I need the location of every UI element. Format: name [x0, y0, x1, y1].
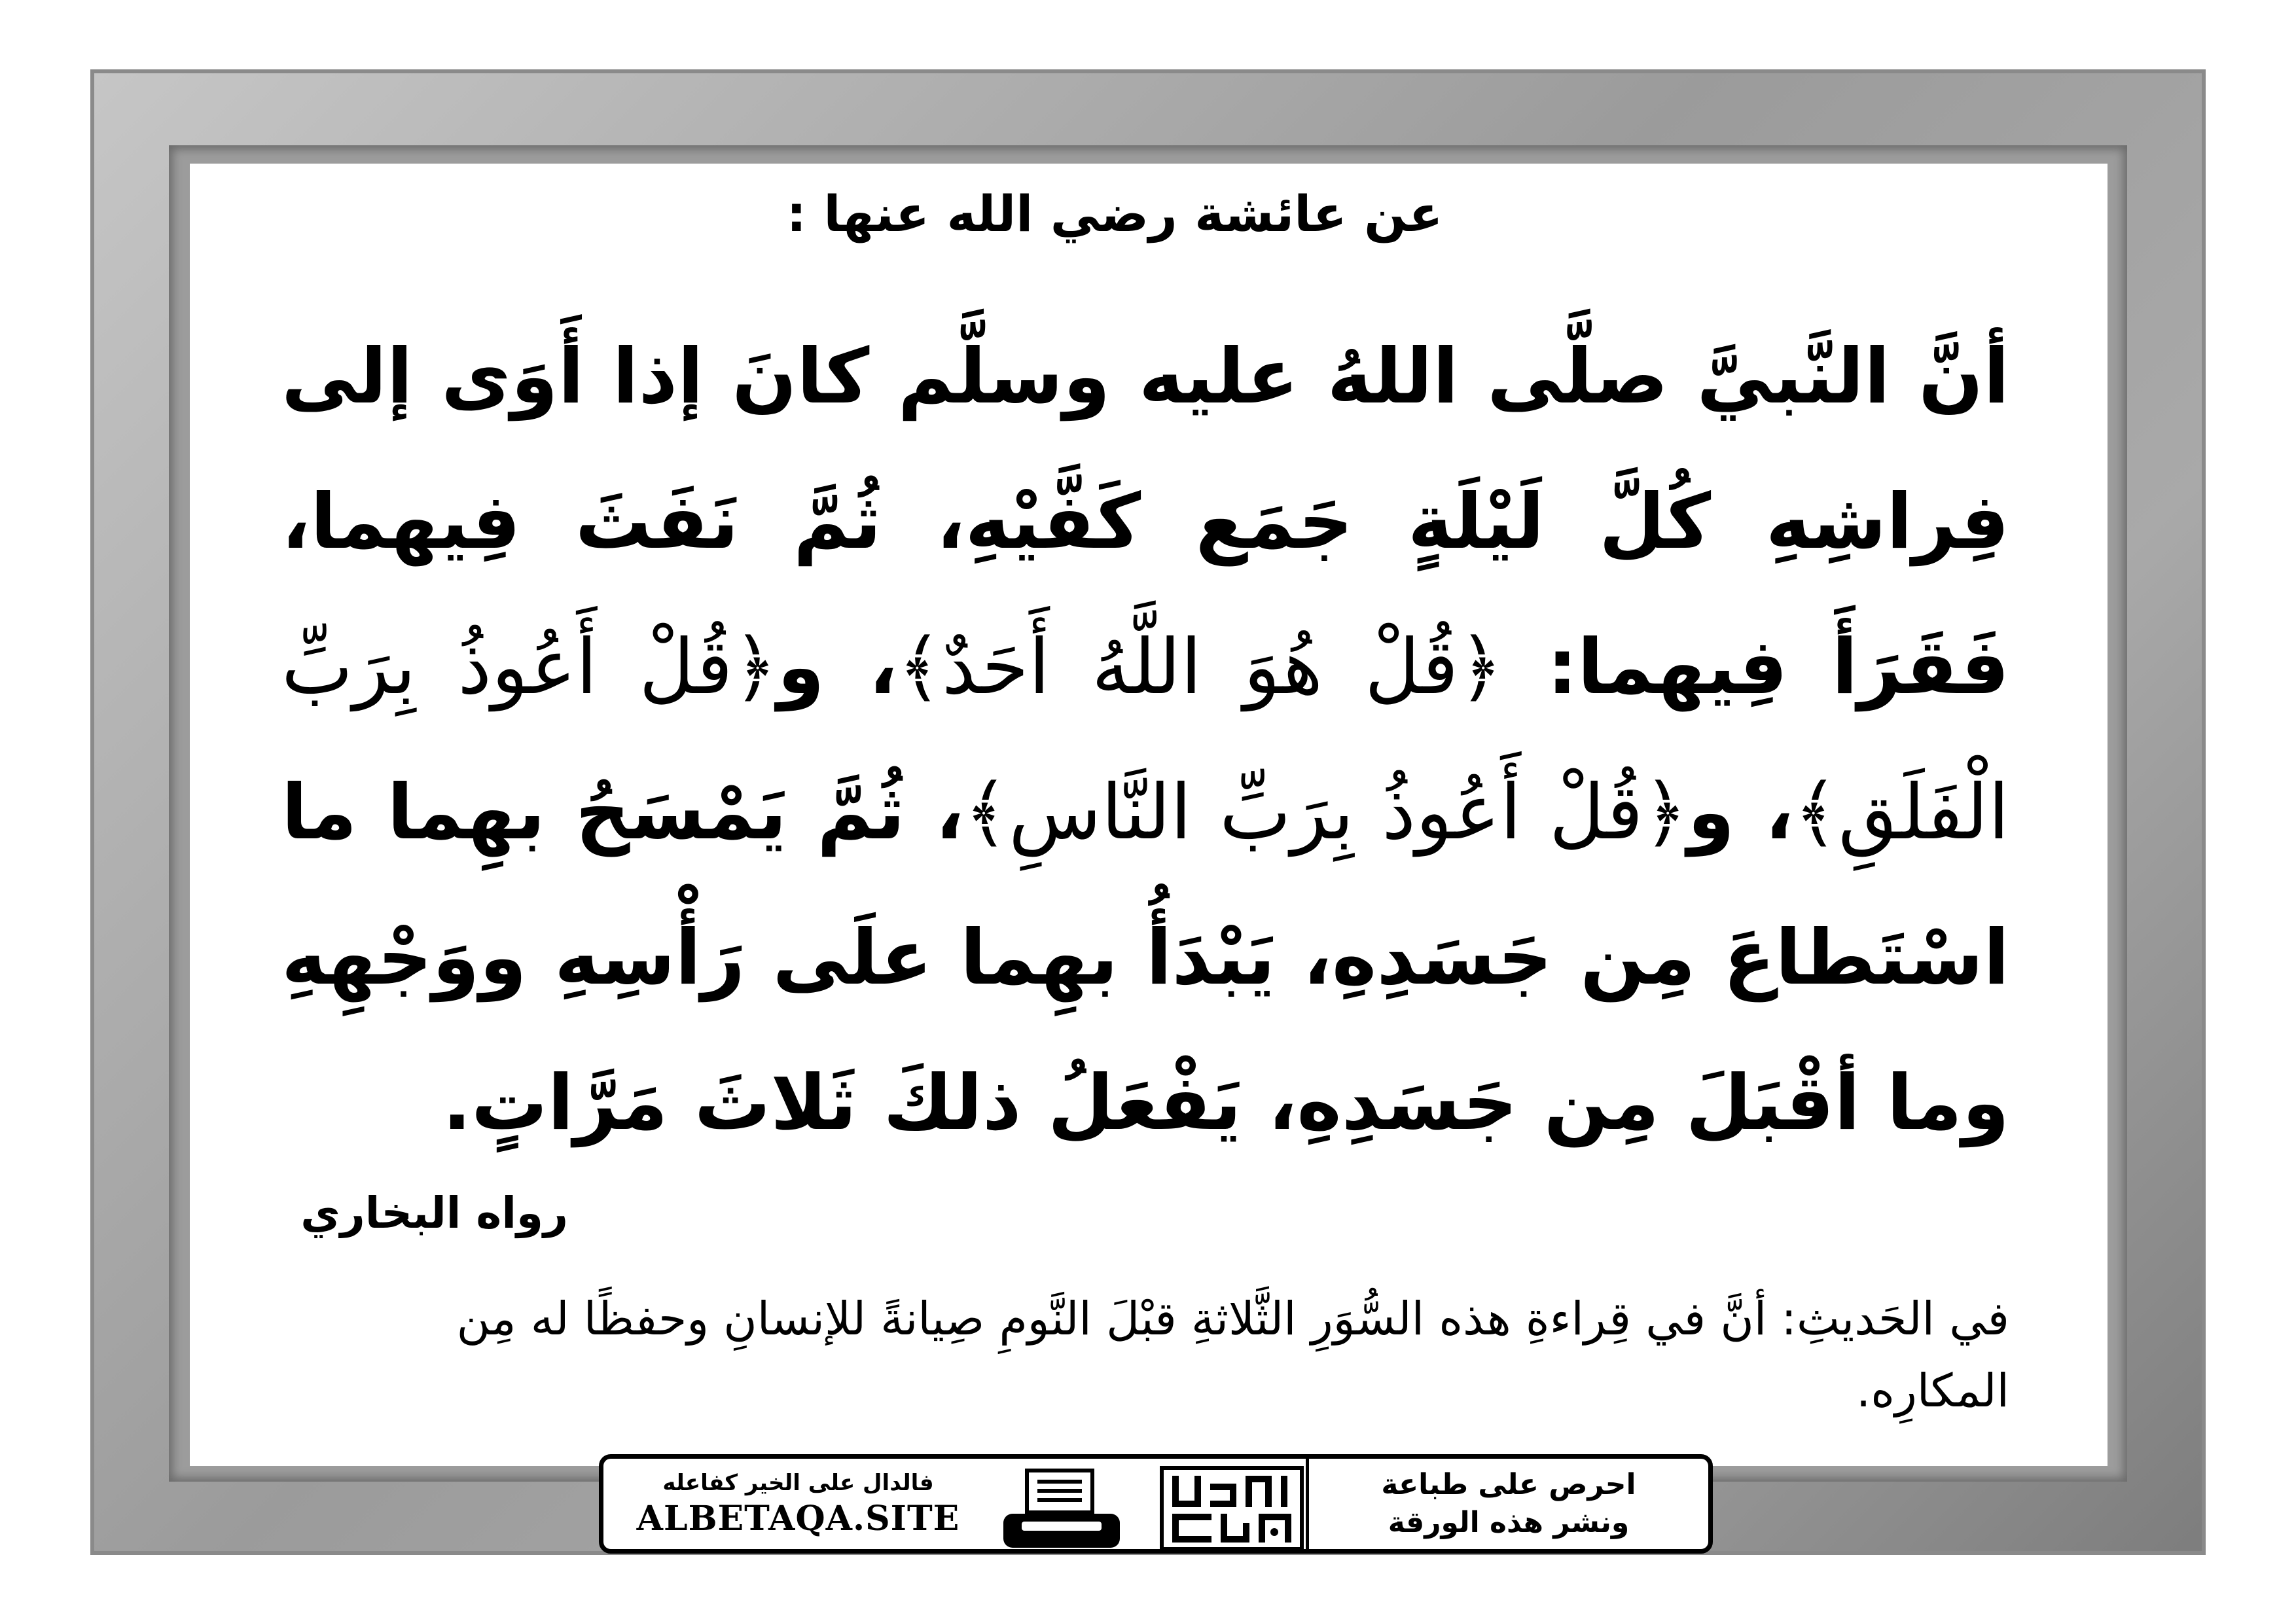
hadith-segment: أنَّ النَّبيَّ صلَّى اللهُ عليه وسلَّم كانَ إذا أَوَى إلى فِراشِهِ كُلَّ لَيْلَةٍ جَمَع كَفَّيْهِ، ثُمَّ نَفَثَ فِيهما، فَقَرَأَ فِيهما: — [281, 332, 2010, 711]
printer-icon — [999, 1467, 1124, 1550]
slogan: فالدال على الخير كفاعله — [662, 1469, 934, 1496]
site-cell — [603, 1459, 993, 1549]
intro-line: عن عائشة رضي الله عنها : — [786, 185, 1443, 243]
site-url[interactable]: ALBETAQA.SITE — [636, 1498, 960, 1539]
footer-banner — [599, 1454, 1713, 1554]
hadith-segment: ، و — [777, 623, 898, 711]
quran-verse-falaq: ﴿قُلْ أَعُوذُ بِرَبِّ الْفَلَقِ﴾ — [281, 623, 2009, 857]
cta-line-1: احرص على طباعة — [1381, 1468, 1636, 1501]
cta-line-2: ونشر هذه الورقة — [1388, 1506, 1630, 1539]
hadith-segment: ، و — [1687, 768, 1794, 857]
hadith-segment: ، ثُمَّ يَمْسَحُ بهِما ما اسْتَطاعَ مِن جَسَدِهِ، يَبْدَأُ بهِما علَى رَأْسِهِ ووَجْهِهِ وما أقْبَلَ مِن جَسَدِهِ، يَفْعَلُ ذلكَ ثَلاثَ مَرَّاتٍ. — [281, 768, 2009, 1147]
quran-verse-ikhlas: ﴿قُلْ هُوَ اللَّهُ أَحَدٌ﴾ — [897, 623, 1503, 711]
brand-logo — [1157, 1464, 1307, 1553]
hadith-text — [281, 304, 2009, 1176]
explanation-note: في الحَديثِ: أنَّ في قِراءةِ هذه السُّوَرِ الثَّلاثةِ قبْلَ النَّومِ صِيانةً للإنسانِ وحفظًا له مِن المكارِه. — [456, 1292, 2009, 1418]
quran-verse-nas: ﴿قُلْ أَعُوذُ بِرَبِّ النَّاسِ﴾ — [964, 768, 1688, 857]
narrator: رواه البخاري — [300, 1188, 568, 1238]
print-cta — [1306, 1459, 1708, 1549]
